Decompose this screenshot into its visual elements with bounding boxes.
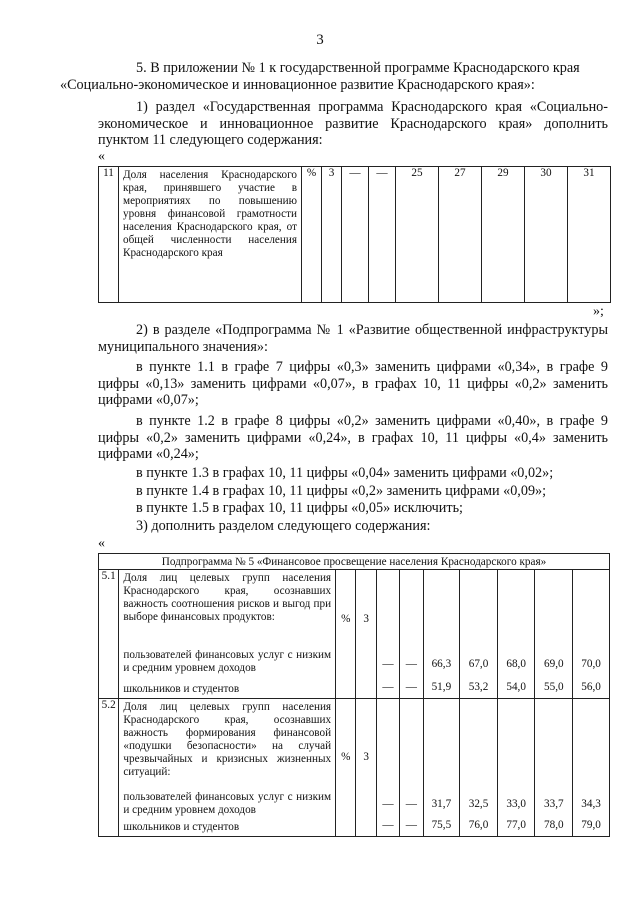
value-cell: 54,0 xyxy=(497,681,535,699)
paragraph-2-item-1-4: в пункте 1.4 в графах 10, 11 цифры «0,2» заменить цифрами «0,09»; xyxy=(136,483,547,499)
value-cell: 70,0 xyxy=(573,647,610,681)
value-cell: 30 xyxy=(525,167,568,303)
subprogram-header: Подпрограмма № 5 «Финансовое просвещение населения Краснодарского края» xyxy=(99,554,610,570)
row-number: 5.1 xyxy=(99,570,119,699)
dash-cell: — xyxy=(376,681,399,699)
unit-cell: % xyxy=(336,570,356,699)
value-cell: 56,0 xyxy=(573,681,610,699)
row-description: Доля лиц целевых групп населения Краснодарского края, осознавших важность соотношения рисков и выгод при выборе финансовых продуктов: xyxy=(119,570,336,647)
empty-cell xyxy=(376,570,399,647)
dash-cell: — xyxy=(400,681,423,699)
code-cell: 3 xyxy=(356,699,376,837)
dash-cell: — xyxy=(376,647,399,681)
dash-cell: — xyxy=(376,819,399,837)
dash-cell: — xyxy=(376,789,399,819)
open-quote: « xyxy=(98,149,105,164)
table-header-row xyxy=(99,554,610,570)
table-row xyxy=(99,167,611,303)
row-number: 11 xyxy=(99,167,119,303)
paragraph-2-item-1-2: в пункте 1.2 в графе 8 цифры «0,2» заменить цифрами «0,40», в графе 9 цифры «0,2» заменить цифрами «0,24», в графах 10, 11 цифры «0,4» заменить цифрами «0,24»; xyxy=(98,413,608,462)
empty-cell xyxy=(423,699,460,789)
paragraph-3: 3) дополнить разделом следующего содержания: xyxy=(136,518,431,534)
row-description: Доля населения Краснодарского края, принявшего участие в мероприятиях по повышению уровня финансовой грамотности населения Краснодарского края, от общей численности населения Краснодарского края xyxy=(119,167,302,303)
row-description: Доля лиц целевых групп населения Краснодарского края, осознавших важность формирования финансовой «подушки безопасности» на случай чрезвычайных и кризисных жизненных ситуаций: xyxy=(119,699,336,789)
value-cell: 79,0 xyxy=(573,819,610,837)
paragraph-2-item-1-3: в пункте 1.3 в графах 10, 11 цифры «0,04» заменить цифрами «0,02»; xyxy=(136,465,554,481)
value-cell: 32,5 xyxy=(460,789,498,819)
code-cell: 3 xyxy=(322,167,342,303)
unit-cell: % xyxy=(302,167,322,303)
paragraph-2-item-1-1: в пункте 1.1 в графе 7 цифры «0,3» заменить цифрами «0,34», в графе 9 цифры «0,13» заменить цифрами «0,07», в графах 10, 11 цифры «0,2» заменить цифрами «0,07»; xyxy=(98,359,608,408)
value-cell: 76,0 xyxy=(460,819,498,837)
value-cell: 77,0 xyxy=(497,819,535,837)
open-quote-2: « xyxy=(98,536,105,551)
dash-cell: — xyxy=(342,167,369,303)
paragraph-5-line2: «Социально-экономическое и инновационное развитие Краснодарского края»: xyxy=(60,76,535,93)
value-cell: 31 xyxy=(568,167,611,303)
close-quote: »; xyxy=(593,304,604,319)
empty-cell xyxy=(460,570,498,647)
empty-cell xyxy=(423,570,460,647)
value-cell: 33,0 xyxy=(497,789,535,819)
empty-cell xyxy=(573,699,610,789)
value-cell: 25 xyxy=(396,167,439,303)
value-cell: 66,3 xyxy=(423,647,460,681)
value-cell: 53,2 xyxy=(460,681,498,699)
value-cell: 78,0 xyxy=(535,819,573,837)
paragraph-2: 2) в разделе «Подпрограмма № 1 «Развитие общественной инфраструктуры муниципального значения»: xyxy=(98,322,608,355)
empty-cell xyxy=(535,699,573,789)
code-cell: 3 xyxy=(356,570,376,699)
page-number: 3 xyxy=(316,32,324,48)
value-cell: 34,3 xyxy=(573,789,610,819)
table-subprogram-5 xyxy=(98,553,610,837)
row-number: 5.2 xyxy=(99,699,119,837)
subrow-label: пользователей финансовых услуг с низким и средним уровнем доходов xyxy=(119,789,336,819)
subrow-label: школьников и студентов xyxy=(119,819,336,837)
empty-cell xyxy=(535,570,573,647)
value-cell: 67,0 xyxy=(460,647,498,681)
table-item-11 xyxy=(98,166,611,303)
paragraph-5 xyxy=(60,60,608,93)
empty-cell xyxy=(400,570,423,647)
value-cell: 75,5 xyxy=(423,819,460,837)
subrow-label: школьников и студентов xyxy=(119,681,336,699)
unit-cell: % xyxy=(336,699,356,837)
value-cell: 69,0 xyxy=(535,647,573,681)
subrow-label: пользователей финансовых услуг с низким и средним уровнем доходов xyxy=(119,647,336,681)
empty-cell xyxy=(460,699,498,789)
empty-cell xyxy=(497,699,535,789)
dash-cell: — xyxy=(369,167,396,303)
dash-cell: — xyxy=(400,789,423,819)
table-row xyxy=(99,570,610,647)
dash-cell: — xyxy=(400,819,423,837)
value-cell: 51,9 xyxy=(423,681,460,699)
dash-cell: — xyxy=(400,647,423,681)
empty-cell xyxy=(376,699,399,789)
empty-cell xyxy=(497,570,535,647)
value-cell: 33,7 xyxy=(535,789,573,819)
empty-cell xyxy=(573,570,610,647)
value-cell: 55,0 xyxy=(535,681,573,699)
paragraph-5-line1: 5. В приложении № 1 к государственной программе Краснодарского края xyxy=(136,60,580,76)
value-cell: 29 xyxy=(482,167,525,303)
value-cell: 31,7 xyxy=(423,789,460,819)
paragraph-1: 1) раздел «Государственная программа Краснодарского края «Социально-экономическое и инновационное развитие Краснодарского края» дополнить пунктом 11 следующего содержания: xyxy=(98,99,608,148)
paragraph-2-item-1-5: в пункте 1.5 в графах 10, 11 цифры «0,05» исключить; xyxy=(136,500,464,516)
table-row xyxy=(99,699,610,789)
value-cell: 68,0 xyxy=(497,647,535,681)
value-cell: 27 xyxy=(439,167,482,303)
empty-cell xyxy=(400,699,423,789)
